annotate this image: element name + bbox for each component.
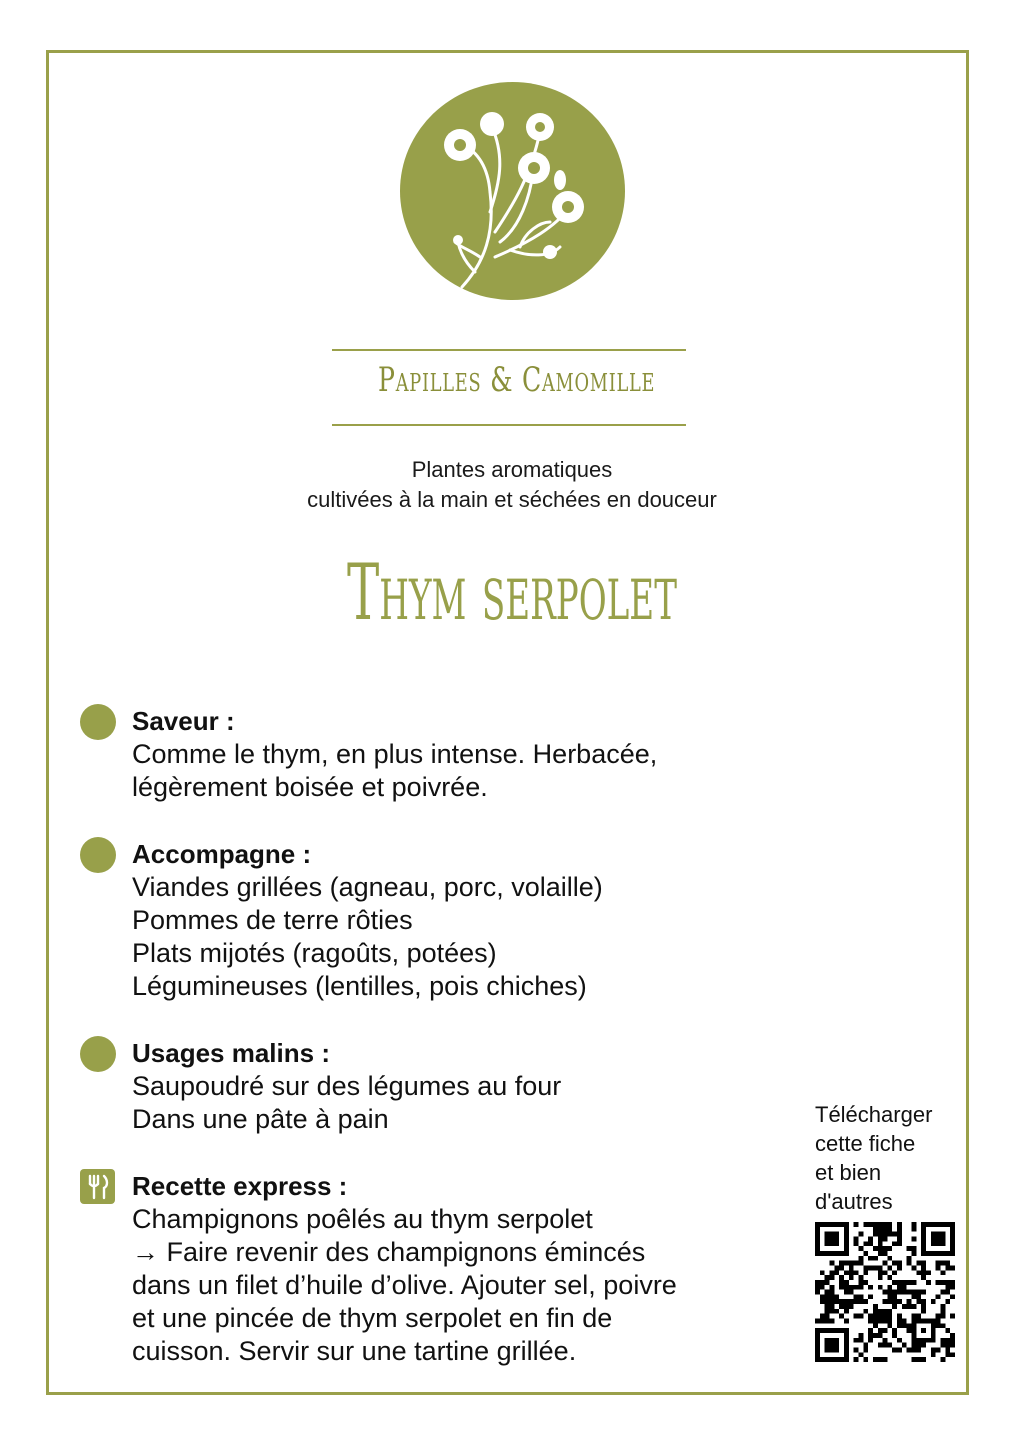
section-line: → Faire revenir des champignons émincés — [132, 1237, 646, 1267]
product-title: Thym serpolet — [347, 548, 677, 638]
download-caption-line: et bien — [815, 1160, 882, 1185]
section-heading: Saveur : — [132, 706, 235, 736]
section-line: dans un filet d’huile d’olive. Ajouter sel, poivre — [132, 1270, 677, 1300]
circle-bullet-icon — [80, 1036, 116, 1072]
section-line: Saupoudré sur des légumes au four — [132, 1071, 562, 1101]
section-line: Dans une pâte à pain — [132, 1104, 389, 1134]
section-line: Champignons poêlés au thym serpolet — [132, 1204, 593, 1234]
section-heading: Usages malins : — [132, 1038, 330, 1068]
section-line: légèrement boisée et poivrée. — [132, 772, 488, 802]
circle-bullet-icon — [80, 704, 116, 740]
section-heading: Recette express : — [132, 1171, 348, 1201]
camomile-logo — [400, 82, 625, 300]
brand-name: Papilles & Camomille — [378, 360, 656, 400]
section-saveur — [132, 705, 792, 804]
section-line: Pommes de terre rôties — [132, 905, 413, 935]
tagline-line-2: cultivées à la main et séchées en douceur — [307, 487, 717, 512]
camomile-flower-icon — [400, 82, 625, 300]
section-accompagne — [132, 838, 792, 1003]
tagline-line-1: Plantes aromatiques — [411, 457, 613, 482]
section-heading: Accompagne : — [132, 839, 312, 869]
section-line: Comme le thym, en plus intense. Herbacée, — [132, 739, 658, 769]
section-line: cuisson. Servir sur une tartine grillée. — [132, 1336, 577, 1366]
brand-rule-top — [332, 349, 686, 351]
fork-knife-icon — [80, 1169, 115, 1204]
download-caption-line: Télécharger — [815, 1102, 933, 1127]
qr-code-icon[interactable] — [815, 1222, 955, 1362]
download-caption — [815, 1100, 965, 1216]
section-line: Légumineuses (lentilles, pois chiches) — [132, 971, 587, 1001]
circle-bullet-icon — [80, 837, 116, 873]
section-line: Viandes grillées (agneau, porc, volaille) — [132, 872, 603, 902]
section-line: et une pincée de thym serpolet en fin de — [132, 1303, 613, 1333]
download-caption-line: cette fiche — [815, 1131, 916, 1156]
section-recette — [132, 1170, 792, 1368]
section-usages — [132, 1037, 792, 1136]
download-caption-line: d'autres — [815, 1189, 893, 1214]
brand-rule-bottom — [332, 424, 686, 426]
section-line: Plats mijotés (ragoûts, potées) — [132, 938, 497, 968]
